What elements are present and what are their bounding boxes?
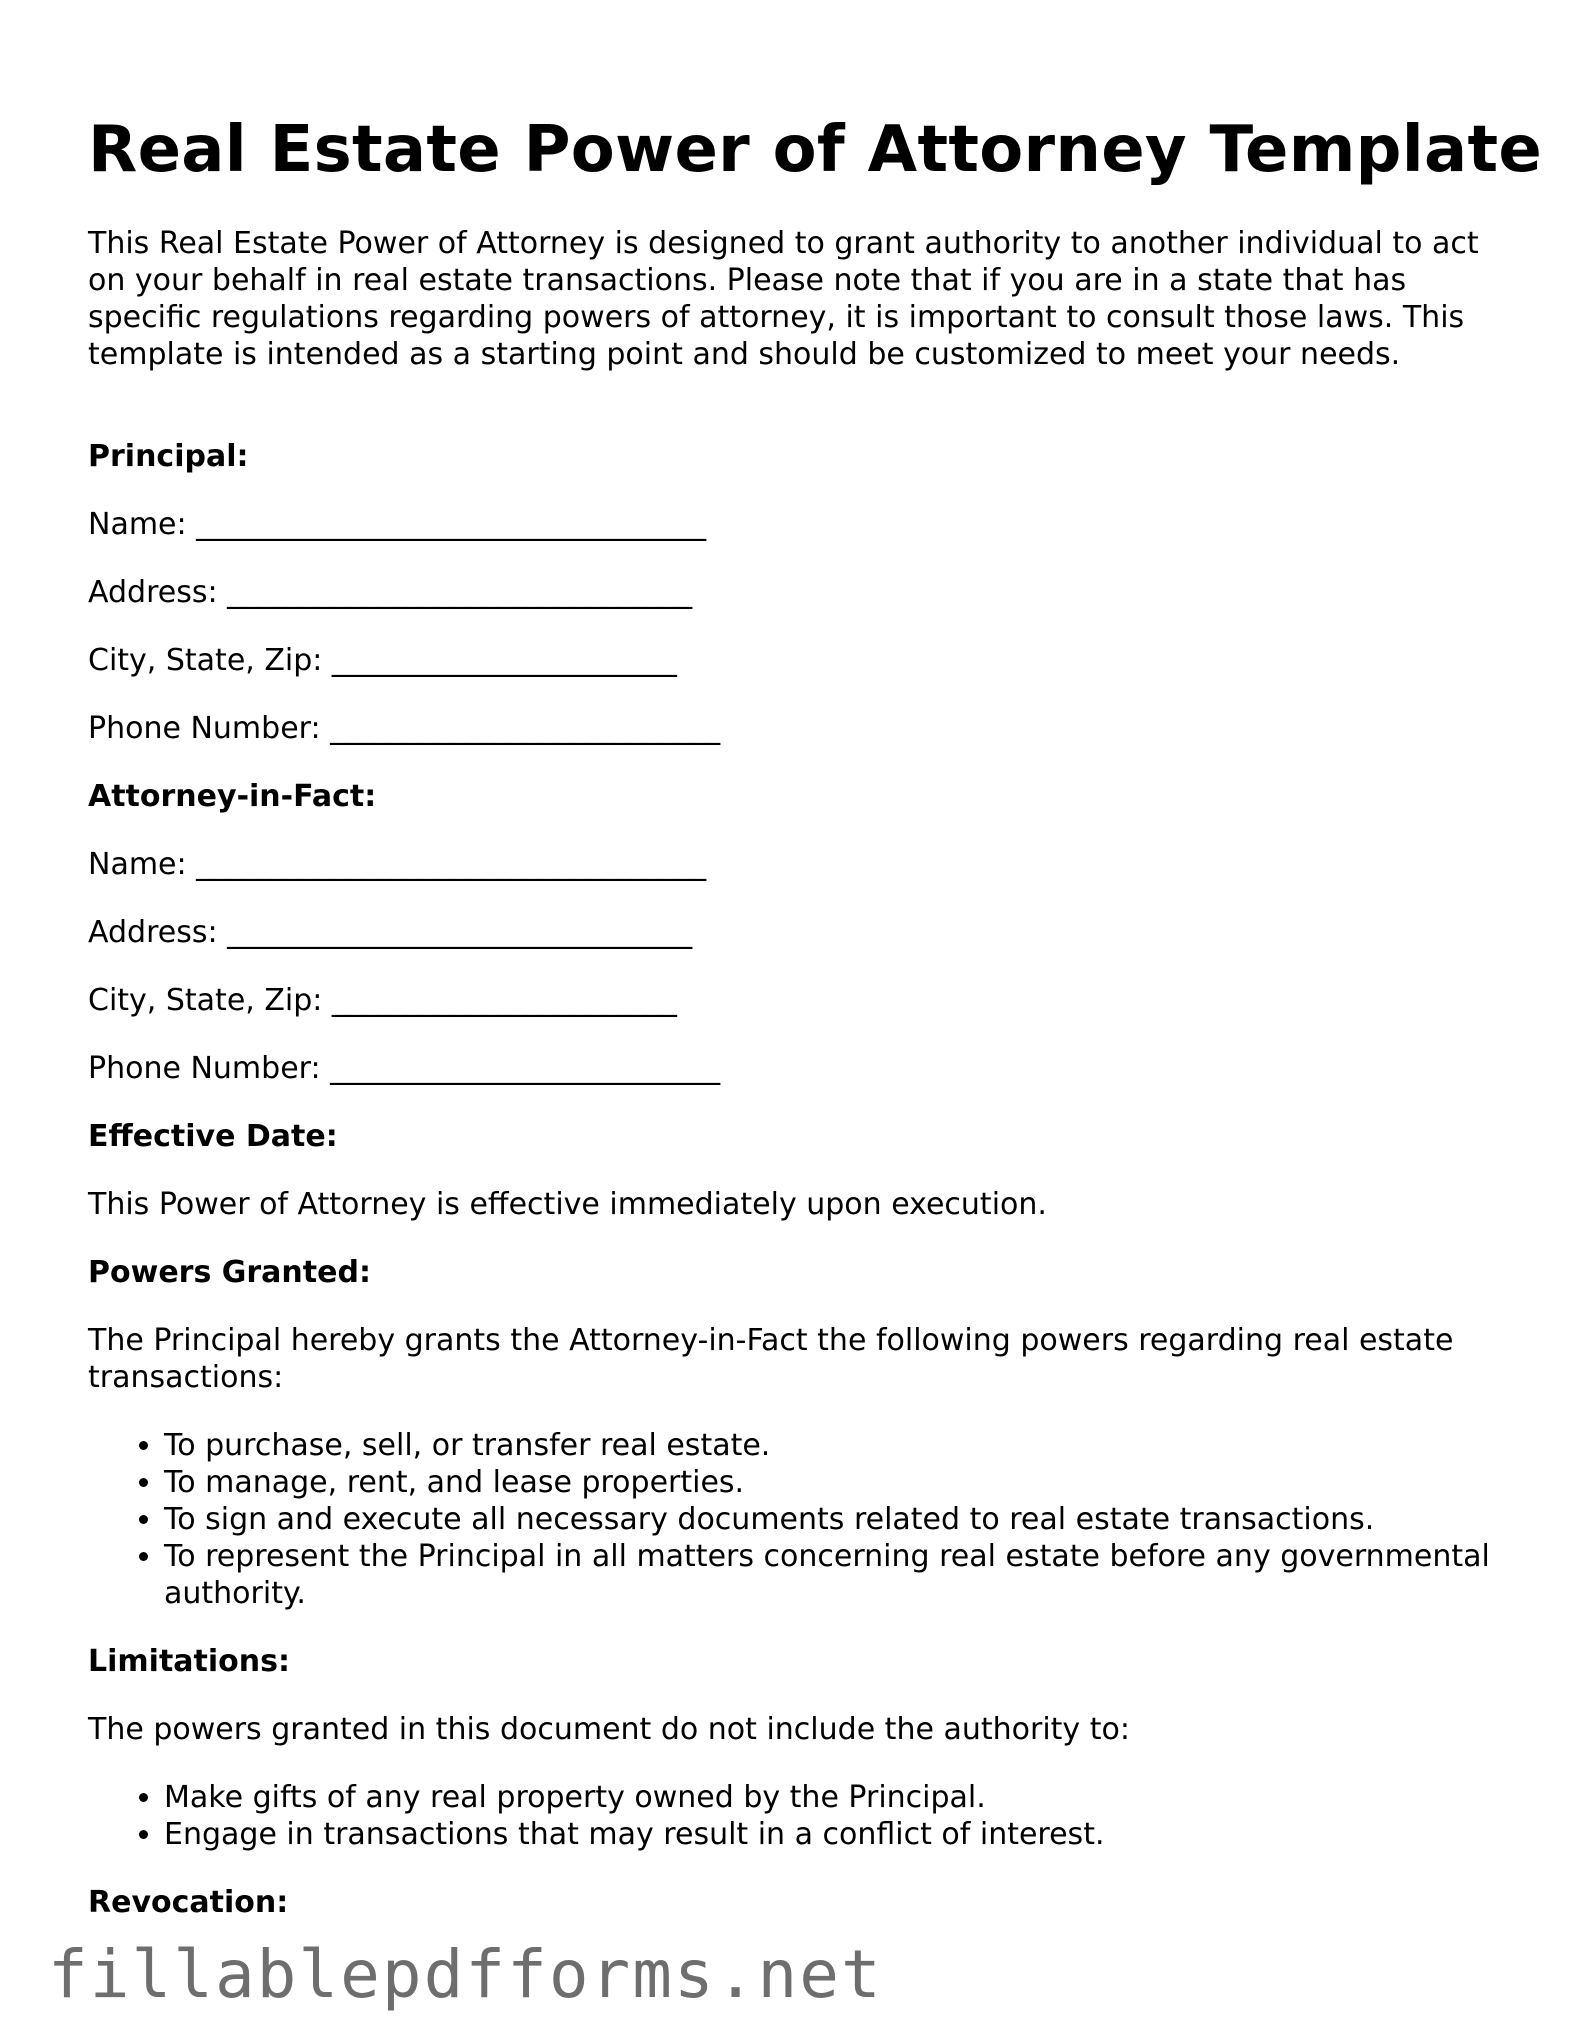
- list-item: • Make gifts of any real property owned by the Principal.: [164, 1779, 1508, 1816]
- limitations-list: [88, 1779, 1508, 1853]
- effective-date-text: This Power of Attorney is effective immediately upon execution.: [88, 1187, 1047, 1222]
- limitations-heading: Limitations:: [88, 1644, 290, 1679]
- effective-date-heading: Effective Date:: [88, 1119, 338, 1154]
- powers-granted-heading: Powers Granted:: [88, 1255, 371, 1290]
- intro-paragraph: This Real Estate Power of Attorney is designed to grant authority to another individual to act on your behalf in real estate transactions. Please note that if you are in a state that has specific regulations regarding powers of attorney, it is important to consult those laws. This template is intended as a starting point and should be customized to meet your needs.: [88, 226, 1479, 372]
- list-item: • To sign and execute all necessary documents related to real estate transactions.: [164, 1501, 1508, 1538]
- attorney-city-state-zip-field[interactable]: City, State, Zip: _______________________: [88, 983, 677, 1018]
- page-title: Real Estate Power of Attorney Template: [88, 113, 1543, 187]
- principal-city-state-zip-field[interactable]: City, State, Zip: _______________________: [88, 643, 677, 678]
- principal-address-field[interactable]: Address: _______________________________: [88, 575, 693, 610]
- list-item: • To purchase, sell, or transfer real estate.: [164, 1427, 1508, 1464]
- list-item: • To manage, rent, and lease properties.: [164, 1464, 1508, 1501]
- principal-name-field[interactable]: Name: __________________________________: [88, 507, 707, 542]
- attorney-heading: Attorney-in-Fact:: [88, 779, 377, 814]
- powers-granted-text: The Principal hereby grants the Attorney-in-Fact the following powers regarding real estate transactions:: [88, 1323, 1454, 1395]
- attorney-address-field[interactable]: Address: _______________________________: [88, 915, 693, 950]
- attorney-phone-field[interactable]: Phone Number: __________________________: [88, 1051, 721, 1086]
- powers-list: [88, 1427, 1508, 1612]
- attorney-name-field[interactable]: Name: __________________________________: [88, 847, 707, 882]
- limitations-text: The powers granted in this document do not include the authority to:: [88, 1712, 1130, 1747]
- revocation-heading: Revocation:: [88, 1885, 289, 1920]
- list-item: • To represent the Principal in all matters concerning real estate before any governmental authority.: [164, 1538, 1508, 1612]
- form-body: [88, 438, 1508, 1952]
- principal-phone-field[interactable]: Phone Number: __________________________: [88, 711, 721, 746]
- list-item: • Engage in transactions that may result in a conflict of interest.: [164, 1816, 1508, 1853]
- principal-heading: Principal:: [88, 439, 249, 474]
- site-watermark: fillablepdfforms.net: [48, 1936, 883, 2013]
